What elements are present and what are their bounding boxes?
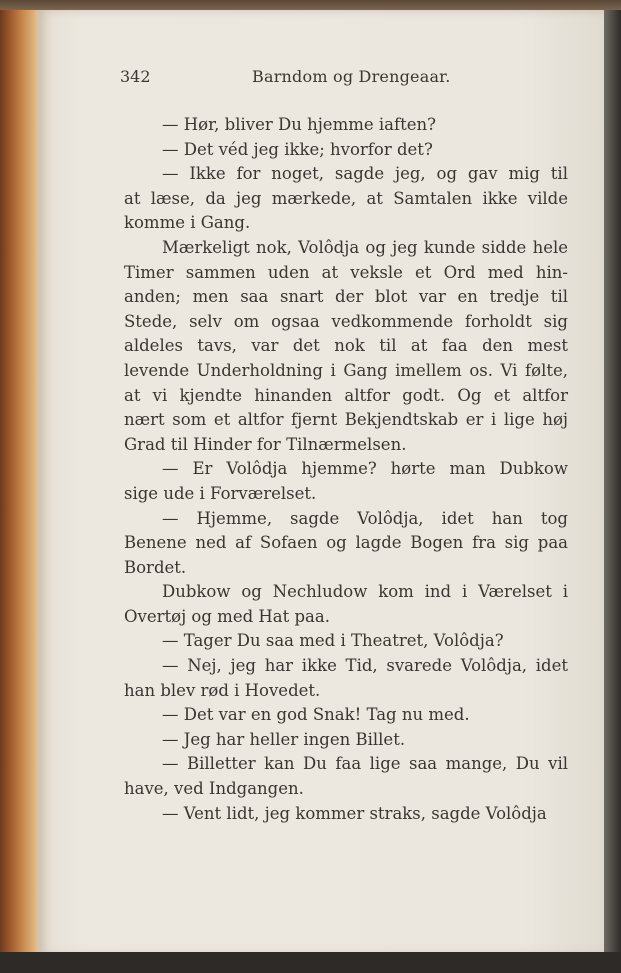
text-line: Benene ned af Sofaen og lagde Bogen fra sig paa: [124, 533, 568, 553]
book-spine: [0, 10, 42, 955]
running-title: Barndom og Drengeaar.: [252, 67, 451, 86]
text-line: komme i Gang.: [124, 213, 251, 233]
text-line: — Det véd jeg ikke; hvorfor det?: [162, 139, 433, 159]
text-line: have, ved Indgangen.: [124, 779, 304, 799]
text-line: aldeles tavs, var det nok til at faa den mest: [124, 336, 568, 356]
text-line: — Tager Du saa med i Theatret, Volôdja?: [162, 631, 504, 651]
body-text: [124, 113, 568, 826]
text-line: Bordet.: [124, 557, 187, 577]
text-line: — Billetter kan Du faa lige saa mange, Du vil: [162, 754, 568, 774]
text-line: — Hør, bliver Du hjemme iaften?: [162, 115, 436, 134]
text-line: — Det var en god Snak! Tag nu med.: [162, 705, 470, 725]
text-line: — Er Volôdja hjemme? hørte man Dubkow: [162, 459, 568, 479]
text-line: Overtøj og med Hat paa.: [124, 606, 330, 626]
text-line: han blev rød i Hovedet.: [124, 680, 321, 700]
text-line: Dubkow og Nechludow kom ind i Værelset i: [162, 582, 568, 602]
text-line: — Ikke for noget, sagde jeg, og gav mig til: [162, 164, 568, 184]
page-number: 342: [120, 67, 151, 86]
text-line: Timer sammen uden at veksle et Ord med hin-: [124, 262, 568, 282]
text-line: nært som et altfor fjernt Bekjendtskab er i lige høj: [124, 410, 568, 430]
book-bottom-edge: [0, 952, 621, 973]
text-line: — Nej, jeg har ikke Tid, svarede Volôdja, idet: [162, 656, 568, 676]
page-header: [120, 67, 570, 87]
text-line: Mærkeligt nok, Volôdja og jeg kunde sidde hele: [162, 237, 568, 257]
text-line: levende Underholdning i Gang imellem os. Vi følte,: [124, 360, 568, 380]
text-line: anden; men saa snart der blot var en tredje til: [124, 287, 568, 307]
text-line: — Hjemme, sagde Volôdja, idet han tog: [162, 508, 568, 528]
text-line: Stede, selv om ogsaa vedkommende forholdt sig: [124, 311, 568, 331]
book-right-edge: [604, 10, 621, 955]
text-line: sige ude i Forværelset.: [124, 483, 317, 503]
text-line: — Vent lidt, jeg kommer straks, sagde Volôdja: [162, 803, 547, 823]
text-line: at læse, da jeg mærkede, at Samtalen ikke vilde: [124, 188, 568, 208]
text-line: — Jeg har heller ingen Billet.: [162, 729, 406, 749]
text-line: Grad til Hinder for Tilnærmelsen.: [124, 434, 407, 454]
text-line: at vi kjendte hinanden altfor godt. Og et altfor: [124, 385, 568, 405]
